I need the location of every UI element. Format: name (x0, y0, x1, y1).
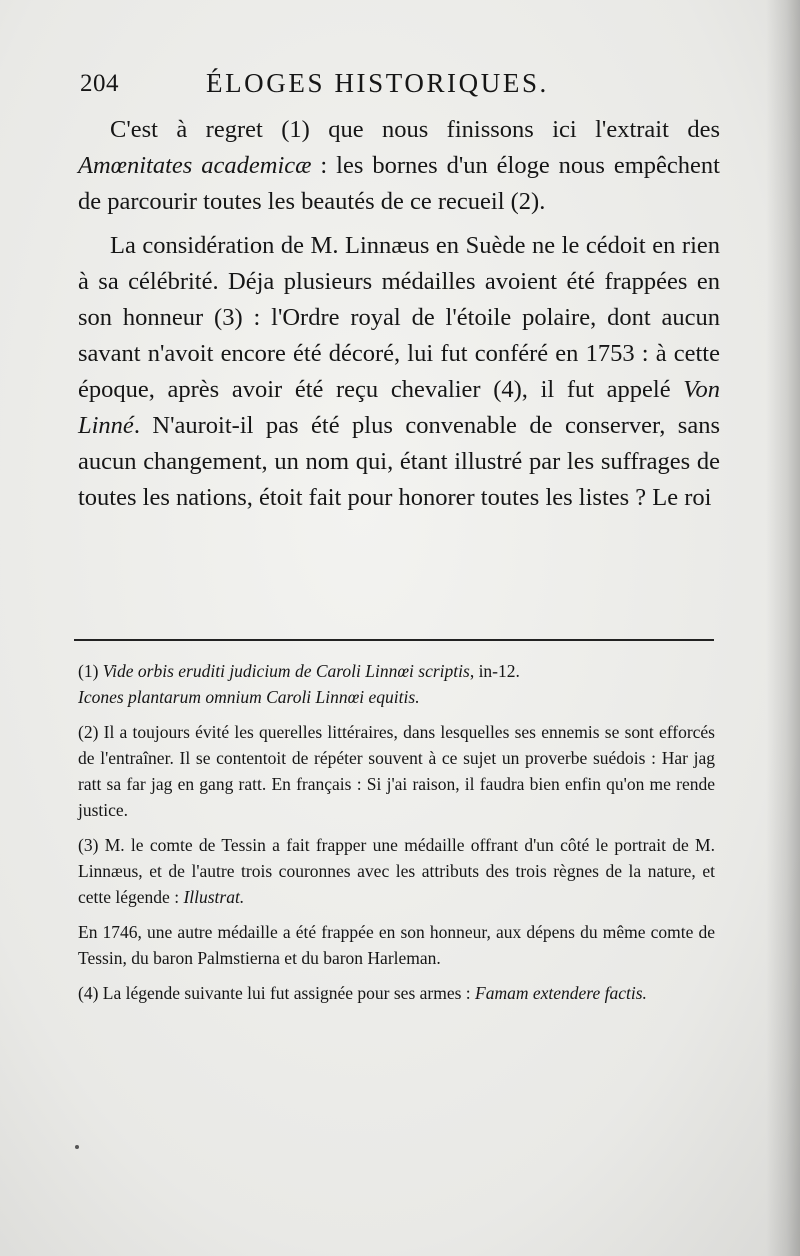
footnote-1 (78, 658, 715, 684)
footnote-3-legend: Illustrat. (183, 887, 245, 907)
footnote-1-title: Vide orbis eruditi judicium de Caroli Linnœi scriptis (102, 661, 470, 681)
footnote-4-motto: Famam extendere factis. (475, 983, 647, 1003)
footnote-3-continued: En 1746, une autre médaille a été frappée en son honneur, aux dépens du même comte de Tessin, du baron Palmstierna et du baron Harleman. (78, 922, 715, 968)
paragraph-2-end: . N'auroit-il pas été plus convenable de conserver, sans aucun changement, un nom qui, étant illustré par les suffrages de toutes les nations, étoit fait pour honorer toutes les listes ? Le roi (78, 412, 720, 511)
footnotes (78, 658, 715, 1015)
paragraph-1 (78, 112, 720, 220)
footnote-separator (74, 639, 714, 641)
page-header (80, 68, 720, 108)
noble-name: Von Linné (78, 376, 720, 439)
page-number: 204 (80, 70, 119, 97)
footnote-1-mark: (1) (78, 661, 103, 681)
ink-speck (75, 1145, 79, 1149)
footnote-3 (78, 832, 715, 910)
footnote-4 (78, 980, 715, 1006)
footnote-1-second-title: Icones plantarum omnium Caroli Linnœi equitis. (78, 687, 420, 707)
running-title: ÉLOGES HISTORIQUES. (206, 68, 549, 98)
paragraph-1-start: C'est à regret (1) que nous finissons ici l'extrait des (110, 116, 720, 143)
paragraph-2 (78, 228, 720, 516)
paragraph-1-end: : les bornes d'un éloge nous empêchent de parcourir toutes les beautés de ce recueil (2). (78, 152, 720, 215)
footnote-3-text: (3) M. le comte de Tessin a fait frapper une médaille offrant d'un côté le portrait de M. Linnæus, et de l'autre trois couronnes avec les attributs des trois règnes de la nature, et cette légende : (78, 835, 715, 907)
main-text (78, 112, 720, 518)
footnote-1-format: , in-12. (469, 661, 520, 681)
footnote-4-text: (4) La légende suivante lui fut assignée pour ses armes : (78, 983, 476, 1003)
footnote-2: (2) Il a toujours évité les querelles littéraires, dans lesquelles ses ennemis se sont efforcés de l'entraîner. Il se contentoit de répéter souvent à ce sujet un proverbe suédois : Har jag ratt sa far jag en gang ratt. En français : Si j'ai raison, il faudra bien enfin qu'on me rende justice. (78, 722, 715, 820)
footnote-1-line-2 (78, 684, 715, 710)
page-gutter-shadow (766, 0, 800, 1256)
work-title: Amœnitates academicæ (78, 152, 312, 179)
paragraph-2-start: La considération de M. Linnæus en Suède ne le cédoit en rien à sa célébrité. Déja plusieurs médailles avoient été frappées en son honneur (3) : l'Ordre royal de l'étoile polaire, dont aucun savant n'avoit encore été décoré, lui fut conféré en 1753 : à cette époque, après avoir été reçu chevalier (4), il fut appelé (78, 232, 720, 403)
